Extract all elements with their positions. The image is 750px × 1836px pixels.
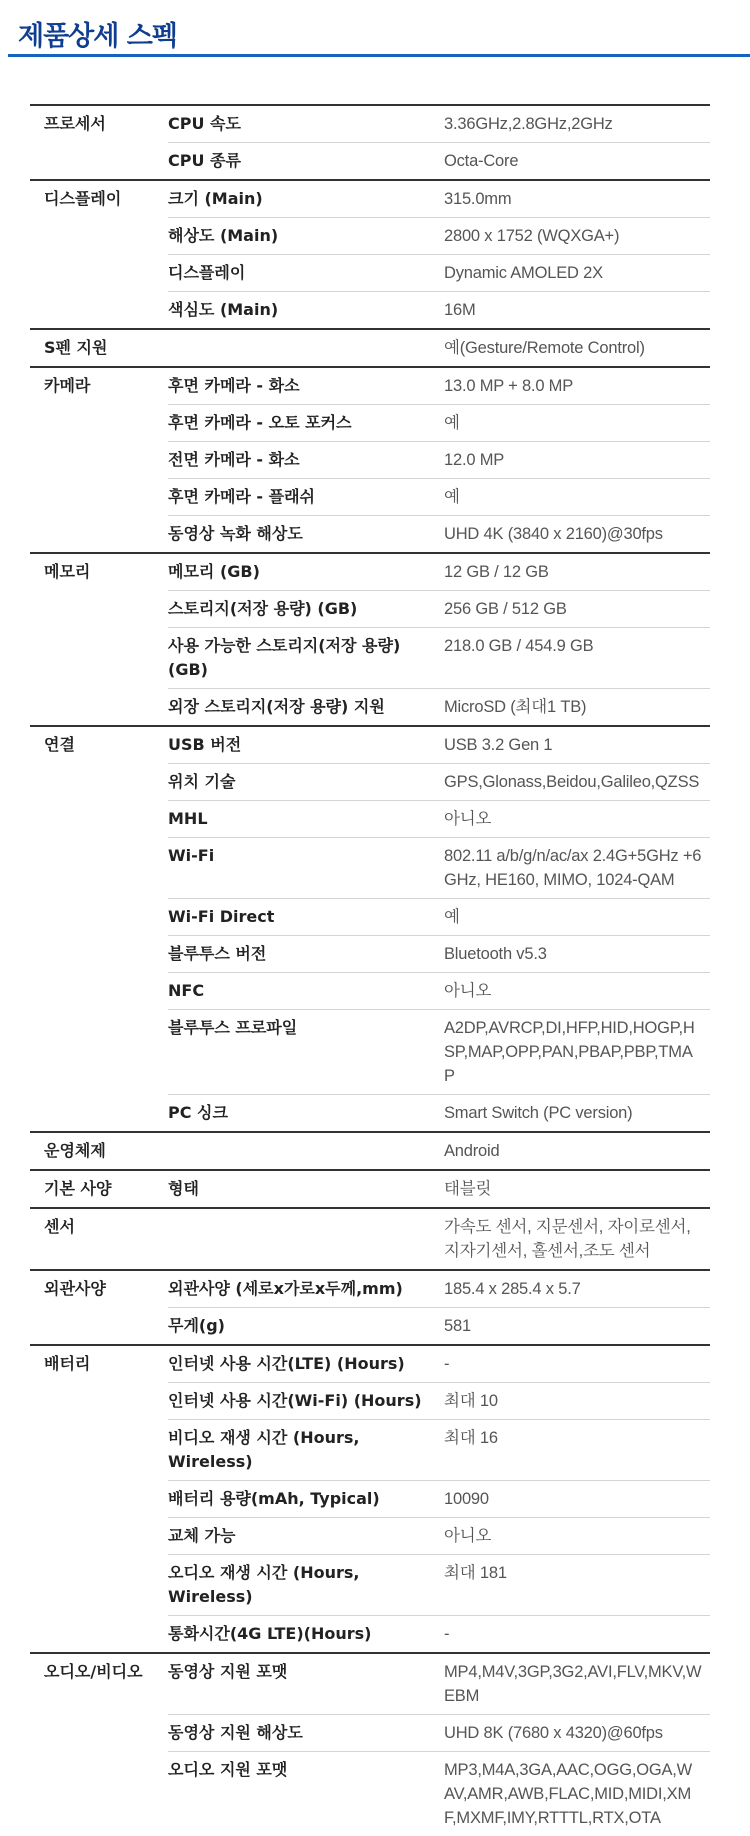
- spec-group: [30, 1270, 710, 1345]
- spec-row: [30, 1170, 710, 1208]
- spec-group: [30, 105, 710, 180]
- spec-value: 예: [444, 411, 710, 435]
- spec-category: 센서: [30, 1208, 168, 1270]
- spec-row: [30, 553, 710, 591]
- spec-value: 가속도 센서, 지문센서, 자이로센서,지자기센서, 홀센서,조도 센서: [444, 1215, 710, 1263]
- spec-row: [30, 1653, 710, 1715]
- spec-label: 인터넷 사용 시간(Wi-Fi) (Hours): [168, 1389, 444, 1413]
- spec-cell-value: [444, 1518, 710, 1555]
- spec-cell-value: [444, 801, 710, 838]
- spec-cell-label: [168, 143, 444, 181]
- spec-row: [30, 329, 710, 367]
- spec-label: 통화시간(4G LTE)(Hours): [168, 1622, 444, 1646]
- spec-value: Bluetooth v5.3: [444, 942, 710, 966]
- spec-cell-value: [444, 1616, 710, 1654]
- spec-cell-value: [444, 479, 710, 516]
- spec-group: [30, 1208, 710, 1270]
- spec-category: 카메라: [30, 367, 168, 553]
- spec-value: Octa-Core: [444, 149, 710, 173]
- spec-label: 배터리 용량(mAh, Typical): [168, 1487, 444, 1511]
- spec-cell-label: [168, 405, 444, 442]
- spec-cell-label: [168, 516, 444, 554]
- spec-value: Dynamic AMOLED 2X: [444, 261, 710, 285]
- spec-label: 후면 카메라 - 오토 포커스: [168, 411, 444, 435]
- spec-label: 교체 가능: [168, 1524, 444, 1548]
- spec-cell-label: [168, 1555, 444, 1616]
- spec-cell-value: [444, 726, 710, 764]
- spec-cell-label: [168, 255, 444, 292]
- spec-label: 동영상 지원 포맷: [168, 1660, 444, 1684]
- spec-value: 태블릿: [444, 1177, 710, 1201]
- spec-value: A2DP,AVRCP,DI,HFP,HID,HOGP,HSP,MAP,OPP,PAN,PBAP,PBP,TMAP: [444, 1016, 710, 1088]
- spec-category: 운영체제: [30, 1132, 168, 1170]
- spec-group: [30, 1132, 710, 1170]
- spec-value: MP4,M4V,3GP,3G2,AVI,FLV,MKV,WEBM: [444, 1660, 710, 1708]
- spec-value: Smart Switch (PC version): [444, 1101, 710, 1125]
- spec-cell-label: [168, 1715, 444, 1752]
- spec-cell-value: [444, 1420, 710, 1481]
- spec-value: 12 GB / 12 GB: [444, 560, 710, 584]
- spec-row: [30, 1345, 710, 1383]
- spec-value: 256 GB / 512 GB: [444, 597, 710, 621]
- spec-table: [30, 104, 710, 1836]
- spec-value: 12.0 MP: [444, 448, 710, 472]
- spec-cell-value: [444, 367, 710, 405]
- spec-cell-value: [444, 764, 710, 801]
- spec-cell-value: [444, 516, 710, 554]
- spec-cell-value: [444, 689, 710, 727]
- title-underline: [8, 54, 750, 57]
- spec-value: -: [444, 1622, 710, 1646]
- spec-cell-label: [168, 218, 444, 255]
- spec-label: 비디오 재생 시간 (Hours, Wireless): [168, 1426, 444, 1474]
- spec-cell-label: [168, 479, 444, 516]
- spec-cell-label: [168, 726, 444, 764]
- spec-value: -: [444, 1352, 710, 1376]
- spec-cell-label: [168, 1752, 444, 1836]
- spec-label: 동영상 지원 해상도: [168, 1721, 444, 1745]
- spec-cell-value: [444, 628, 710, 689]
- spec-cell-value: [444, 143, 710, 181]
- spec-value: Android: [444, 1139, 710, 1163]
- spec-cell-label: [168, 105, 444, 143]
- spec-category: 배터리: [30, 1345, 168, 1653]
- spec-cell-value: [444, 1481, 710, 1518]
- spec-group: [30, 726, 710, 1132]
- spec-category: S펜 지원: [30, 329, 168, 367]
- spec-cell-label: [168, 764, 444, 801]
- spec-cell-value: [444, 1653, 710, 1715]
- spec-value: 315.0mm: [444, 187, 710, 211]
- spec-cell-label: [168, 899, 444, 936]
- spec-row: [30, 1132, 710, 1170]
- spec-label: 블루투스 프로파일: [168, 1016, 444, 1040]
- spec-label: Wi-Fi: [168, 844, 444, 868]
- spec-cell-label: [168, 1095, 444, 1133]
- spec-label: Wi-Fi Direct: [168, 905, 444, 929]
- spec-cell-label: [168, 936, 444, 973]
- spec-cell-value: [444, 292, 710, 330]
- spec-cell-value: [444, 105, 710, 143]
- spec-cell-value: [444, 1308, 710, 1346]
- spec-cell-label: [168, 1481, 444, 1518]
- spec-cell-value: [444, 973, 710, 1010]
- spec-value: 예: [444, 905, 710, 929]
- spec-value: 아니오: [444, 807, 710, 831]
- spec-cell-label: [168, 1308, 444, 1346]
- spec-label: 인터넷 사용 시간(LTE) (Hours): [168, 1352, 444, 1376]
- spec-value: 예(Gesture/Remote Control): [444, 336, 710, 360]
- spec-cell-value: [444, 180, 710, 218]
- spec-label: 전면 카메라 - 화소: [168, 448, 444, 472]
- spec-value: 16M: [444, 298, 710, 322]
- spec-label: 오디오 지원 포맷: [168, 1758, 444, 1782]
- spec-value: UHD 8K (7680 x 4320)@60fps: [444, 1721, 710, 1745]
- spec-cell-label: [168, 1345, 444, 1383]
- spec-label: 후면 카메라 - 화소: [168, 374, 444, 398]
- spec-cell-value: [444, 1270, 710, 1308]
- spec-cell-value: [444, 1170, 710, 1208]
- spec-cell-label: [168, 973, 444, 1010]
- spec-value: 3.36GHz,2.8GHz,2GHz: [444, 112, 710, 136]
- page-header: [0, 0, 750, 62]
- spec-category: 기본 사양: [30, 1170, 168, 1208]
- spec-label: NFC: [168, 979, 444, 1003]
- spec-cell-label: [168, 1616, 444, 1654]
- spec-cell-value: [444, 405, 710, 442]
- spec-cell-label: [168, 801, 444, 838]
- spec-cell-value: [444, 1715, 710, 1752]
- spec-cell-label: [168, 1208, 444, 1270]
- spec-row: [30, 367, 710, 405]
- spec-group: [30, 1345, 710, 1653]
- spec-cell-value: [444, 329, 710, 367]
- spec-value: GPS,Glonass,Beidou,Galileo,QZSS: [444, 770, 710, 794]
- spec-row: [30, 726, 710, 764]
- spec-group: [30, 329, 710, 367]
- spec-cell-value: [444, 1208, 710, 1270]
- spec-cell-label: [168, 1270, 444, 1308]
- spec-value: 13.0 MP + 8.0 MP: [444, 374, 710, 398]
- spec-value: 최대 16: [444, 1426, 710, 1450]
- spec-cell-label: [168, 367, 444, 405]
- spec-cell-label: [168, 442, 444, 479]
- spec-cell-label: [168, 838, 444, 899]
- spec-cell-value: [444, 1752, 710, 1836]
- spec-group: [30, 367, 710, 553]
- spec-cell-label: [168, 180, 444, 218]
- spec-label: 해상도 (Main): [168, 224, 444, 248]
- spec-group: [30, 180, 710, 329]
- spec-cell-value: [444, 1345, 710, 1383]
- spec-label: 색심도 (Main): [168, 298, 444, 322]
- spec-category: 외관사양: [30, 1270, 168, 1345]
- spec-category: 메모리: [30, 553, 168, 726]
- spec-value: 최대 181: [444, 1561, 710, 1585]
- spec-cell-value: [444, 838, 710, 899]
- spec-cell-value: [444, 591, 710, 628]
- spec-label: 디스플레이: [168, 261, 444, 285]
- spec-value: 581: [444, 1314, 710, 1338]
- spec-category: 프로세서: [30, 105, 168, 180]
- spec-cell-value: [444, 899, 710, 936]
- spec-cell-label: [168, 1132, 444, 1170]
- spec-group: [30, 553, 710, 726]
- spec-label: 스토리지(저장 용량) (GB): [168, 597, 444, 621]
- spec-label: 동영상 녹화 해상도: [168, 522, 444, 546]
- spec-label: 형태: [168, 1177, 444, 1201]
- spec-label: 오디오 재생 시간 (Hours, Wireless): [168, 1561, 444, 1609]
- spec-cell-label: [168, 628, 444, 689]
- spec-value: 2800 x 1752 (WQXGA+): [444, 224, 710, 248]
- spec-cell-label: [168, 553, 444, 591]
- spec-row: [30, 105, 710, 143]
- spec-cell-label: [168, 1170, 444, 1208]
- spec-value: 218.0 GB / 454.9 GB: [444, 634, 710, 658]
- spec-label: 크기 (Main): [168, 187, 444, 211]
- spec-value: 802.11 a/b/g/n/ac/ax 2.4G+5GHz +6GHz, HE160, MIMO, 1024-QAM: [444, 844, 710, 892]
- spec-label: CPU 종류: [168, 149, 444, 173]
- spec-cell-value: [444, 1010, 710, 1095]
- spec-cell-label: [168, 1420, 444, 1481]
- spec-cell-value: [444, 255, 710, 292]
- spec-cell-label: [168, 1653, 444, 1715]
- spec-value: USB 3.2 Gen 1: [444, 733, 710, 757]
- spec-cell-label: [168, 1383, 444, 1420]
- spec-cell-label: [168, 1010, 444, 1095]
- spec-category: 오디오/비디오: [30, 1653, 168, 1836]
- spec-label: CPU 속도: [168, 112, 444, 136]
- spec-value: 최대 10: [444, 1389, 710, 1413]
- spec-value: 아니오: [444, 1524, 710, 1548]
- spec-label: 외장 스토리지(저장 용량) 지원: [168, 695, 444, 719]
- spec-value: 예: [444, 485, 710, 509]
- spec-cell-value: [444, 553, 710, 591]
- spec-row: [30, 1270, 710, 1308]
- spec-label: 무게(g): [168, 1314, 444, 1338]
- spec-group: [30, 1170, 710, 1208]
- spec-value: 아니오: [444, 979, 710, 1003]
- page-title: 제품상세 스펙: [18, 14, 177, 53]
- spec-cell-label: [168, 591, 444, 628]
- spec-category: 디스플레이: [30, 180, 168, 329]
- spec-label: 후면 카메라 - 플래쉬: [168, 485, 444, 509]
- spec-cell-label: [168, 1518, 444, 1555]
- spec-cell-value: [444, 1132, 710, 1170]
- spec-row: [30, 1208, 710, 1270]
- spec-row: [30, 180, 710, 218]
- spec-value: MicroSD (최대1 TB): [444, 695, 710, 719]
- spec-value: MP3,M4A,3GA,AAC,OGG,OGA,WAV,AMR,AWB,FLAC,MID,MIDI,XMF,MXMF,IMY,RTTTL,RTX,OTA: [444, 1758, 710, 1830]
- spec-label: USB 버전: [168, 733, 444, 757]
- spec-cell-label: [168, 292, 444, 330]
- spec-value: UHD 4K (3840 x 2160)@30fps: [444, 522, 710, 546]
- spec-cell-value: [444, 442, 710, 479]
- spec-cell-value: [444, 1095, 710, 1133]
- spec-cell-value: [444, 1383, 710, 1420]
- spec-cell-value: [444, 1555, 710, 1616]
- spec-value: 10090: [444, 1487, 710, 1511]
- spec-category: 연결: [30, 726, 168, 1132]
- spec-label: 메모리 (GB): [168, 560, 444, 584]
- spec-cell-label: [168, 329, 444, 367]
- spec-label: PC 싱크: [168, 1101, 444, 1125]
- spec-cell-label: [168, 689, 444, 727]
- spec-cell-value: [444, 936, 710, 973]
- spec-cell-value: [444, 218, 710, 255]
- spec-label: 사용 가능한 스토리지(저장 용량) (GB): [168, 634, 444, 682]
- spec-label: 외관사양 (세로x가로x두께,mm): [168, 1277, 444, 1301]
- spec-value: 185.4 x 285.4 x 5.7: [444, 1277, 710, 1301]
- spec-label: MHL: [168, 807, 444, 831]
- spec-label: 위치 기술: [168, 770, 444, 794]
- spec-label: 블루투스 버전: [168, 942, 444, 966]
- spec-group: [30, 1653, 710, 1836]
